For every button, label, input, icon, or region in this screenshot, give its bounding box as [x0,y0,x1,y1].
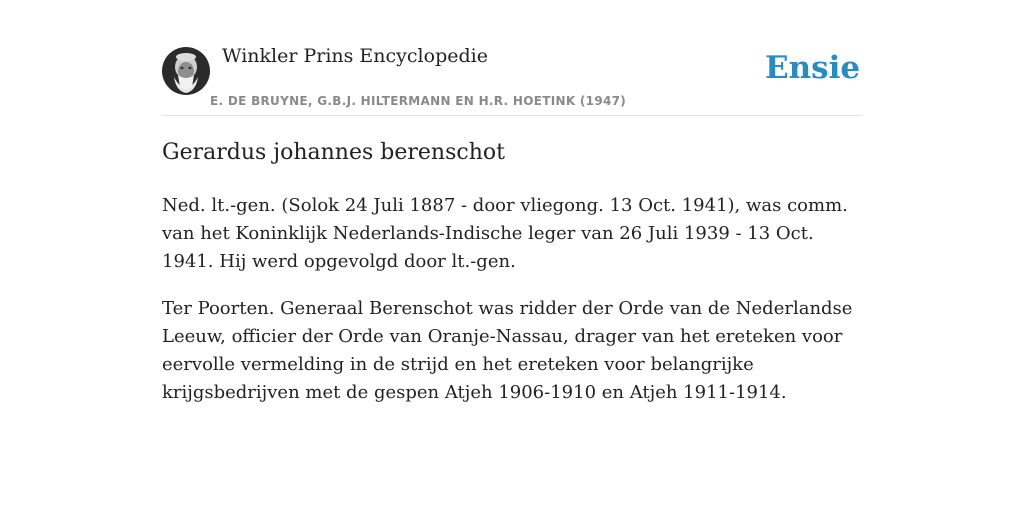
publication-title[interactable]: Winkler Prins Encyclopedie [222,45,488,67]
publication-authors: E. DE BRUYNE, G.B.J. HILTERMANN EN H.R. HOETINK (1947) [210,94,627,108]
article-title: Gerardus johannes berenschot [162,140,505,165]
article-paragraph: Ter Poorten. Generaal Berenschot was ridder der Orde van de Nederlandse Leeuw, officier der Orde van Oranje-Nassau, drager van het ereteken voor eervolle vermelding in de strijd en het ereteken voor belangrijke krijgsbedrijven met de gespen Atjeh 1906-1910 en Atjeh 1911-1914. [162,298,853,403]
header-divider [162,115,862,116]
author-avatar-icon [162,47,210,95]
article-paragraph: Ned. lt.-gen. (Solok 24 Juli 1887 - door vliegong. 13 Oct. 1941), was comm. van het Koninklijk Nederlands-Indische leger van 26 Juli 1939 - 13 Oct. 1941. Hij werd opgevolgd door lt.-gen. [162,195,848,272]
article-body [162,192,862,426]
brand-logo[interactable]: Ensie [765,50,861,86]
